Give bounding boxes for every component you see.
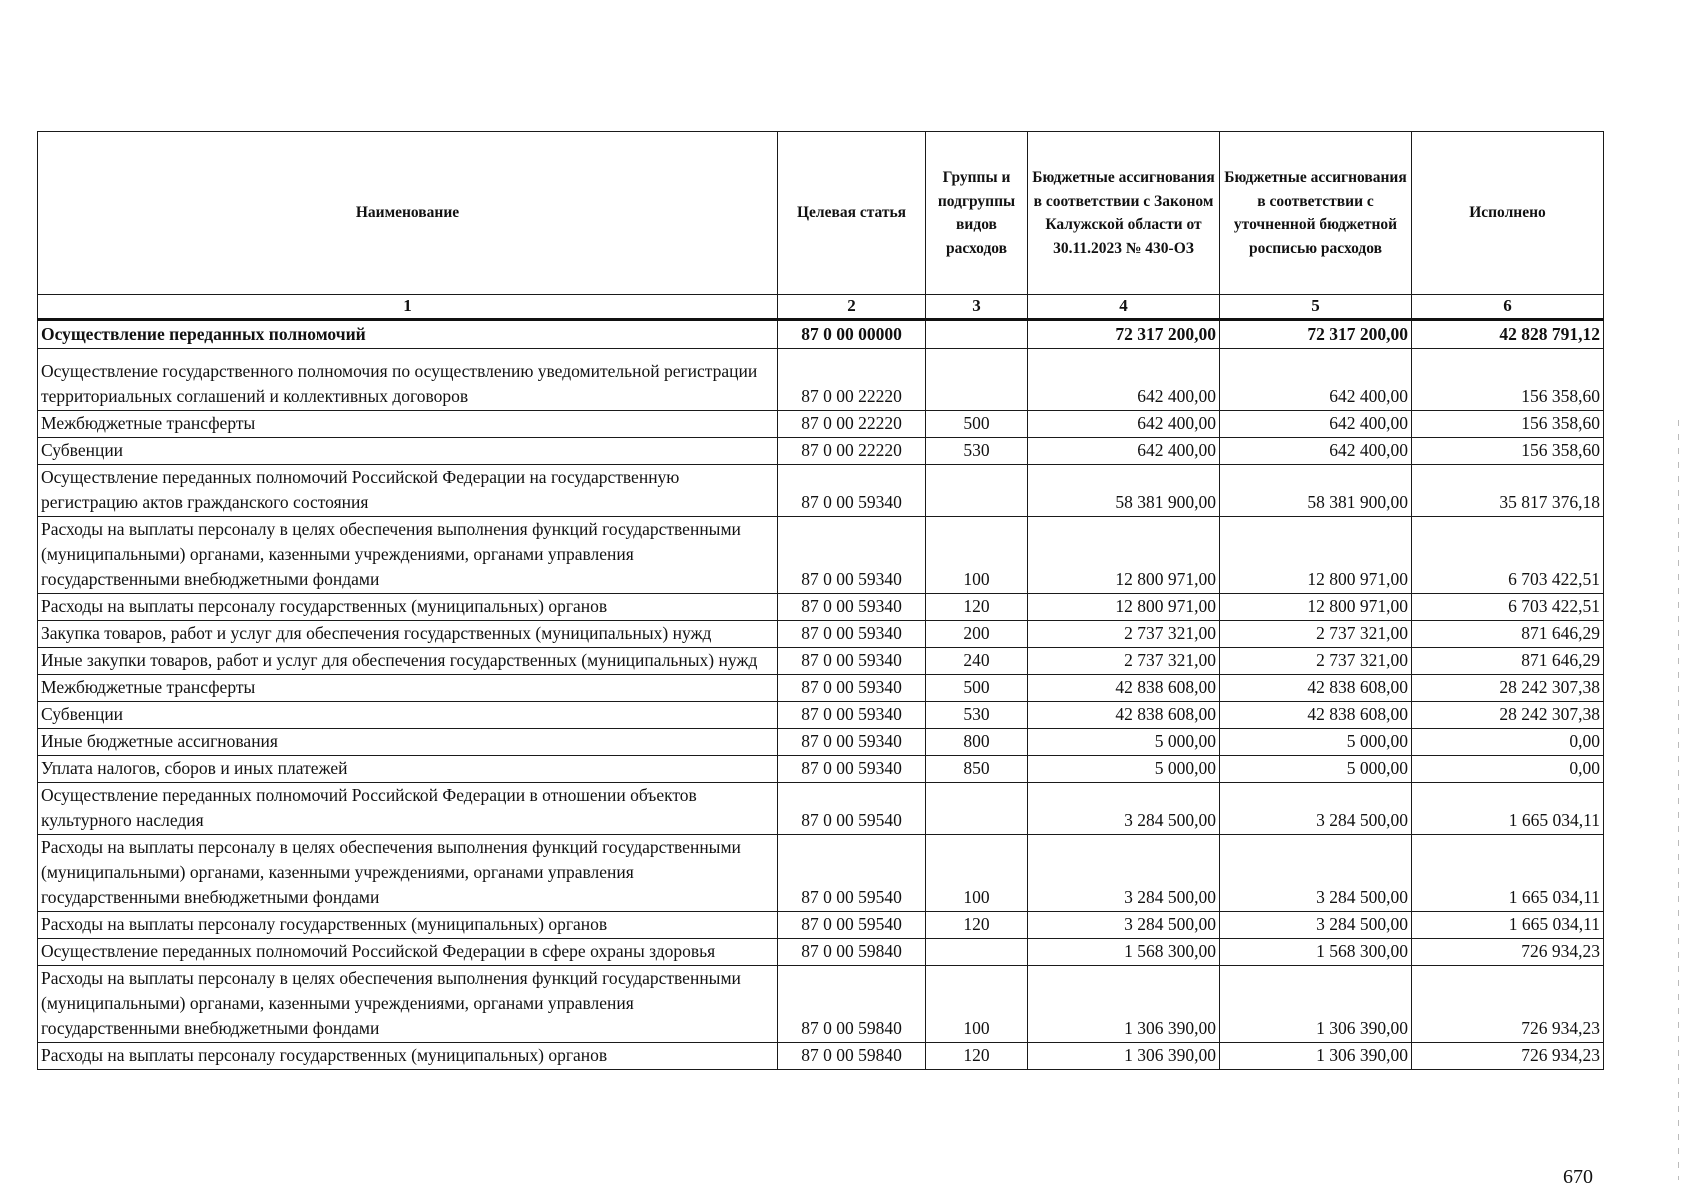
cell-law-allocation: 3 284 500,00 bbox=[1028, 835, 1220, 912]
table-row bbox=[38, 517, 1604, 594]
cell-name: Осуществление переданных полномочий Российской Федерации в сфере охраны здоровья bbox=[38, 939, 778, 966]
cell-revised-allocation: 1 568 300,00 bbox=[1220, 939, 1412, 966]
cell-target-article: 87 0 00 59840 bbox=[778, 939, 926, 966]
header-expense-groups: Группы и подгруппы видов расходов bbox=[926, 132, 1028, 295]
cell-name: Расходы на выплаты персоналу государственных (муниципальных) органов bbox=[38, 912, 778, 939]
cell-law-allocation: 1 568 300,00 bbox=[1028, 939, 1220, 966]
cell-target-article: 87 0 00 59840 bbox=[778, 966, 926, 1043]
cell-target-article: 87 0 00 00000 bbox=[778, 320, 926, 349]
cell-expense-group: 200 bbox=[926, 621, 1028, 648]
cell-expense-group: 120 bbox=[926, 1043, 1028, 1070]
cell-name: Расходы на выплаты персоналу в целях обеспечения выполнения функций государственными (муниципальными) органами, казенными учреждениями, органами управления государственными внебюджетными фондами bbox=[38, 966, 778, 1043]
table-row bbox=[38, 729, 1604, 756]
cell-revised-allocation: 12 800 971,00 bbox=[1220, 517, 1412, 594]
table-row bbox=[38, 756, 1604, 783]
cell-law-allocation: 5 000,00 bbox=[1028, 756, 1220, 783]
cell-revised-allocation: 3 284 500,00 bbox=[1220, 783, 1412, 835]
cell-name: Иные закупки товаров, работ и услуг для обеспечения государственных (муниципальных) нужд bbox=[38, 648, 778, 675]
cell-executed: 156 358,60 bbox=[1412, 411, 1604, 438]
column-number: 4 bbox=[1028, 295, 1220, 320]
cell-executed: 28 242 307,38 bbox=[1412, 675, 1604, 702]
cell-target-article: 87 0 00 22220 bbox=[778, 349, 926, 411]
page-number: 670 bbox=[1563, 1166, 1593, 1188]
table-row bbox=[38, 912, 1604, 939]
cell-target-article: 87 0 00 59840 bbox=[778, 1043, 926, 1070]
cell-target-article: 87 0 00 59340 bbox=[778, 517, 926, 594]
table-row bbox=[38, 783, 1604, 835]
table-row bbox=[38, 438, 1604, 465]
cell-executed: 6 703 422,51 bbox=[1412, 594, 1604, 621]
cell-expense-group bbox=[926, 783, 1028, 835]
budget-table bbox=[37, 131, 1604, 1070]
cell-executed: 871 646,29 bbox=[1412, 621, 1604, 648]
cell-expense-group: 240 bbox=[926, 648, 1028, 675]
cell-law-allocation: 12 800 971,00 bbox=[1028, 594, 1220, 621]
cell-executed: 156 358,60 bbox=[1412, 349, 1604, 411]
cell-expense-group: 500 bbox=[926, 675, 1028, 702]
header-target-article: Целевая статья bbox=[778, 132, 926, 295]
cell-target-article: 87 0 00 22220 bbox=[778, 438, 926, 465]
cell-law-allocation: 2 737 321,00 bbox=[1028, 621, 1220, 648]
table-row bbox=[38, 966, 1604, 1043]
column-number: 1 bbox=[38, 295, 778, 320]
cell-executed: 28 242 307,38 bbox=[1412, 702, 1604, 729]
cell-expense-group: 120 bbox=[926, 594, 1028, 621]
cell-revised-allocation: 2 737 321,00 bbox=[1220, 621, 1412, 648]
cell-expense-group bbox=[926, 465, 1028, 517]
cell-name: Осуществление переданных полномочий bbox=[38, 320, 778, 349]
cell-executed: 0,00 bbox=[1412, 729, 1604, 756]
cell-executed: 726 934,23 bbox=[1412, 939, 1604, 966]
cell-expense-group bbox=[926, 349, 1028, 411]
cell-target-article: 87 0 00 59340 bbox=[778, 621, 926, 648]
cell-revised-allocation: 642 400,00 bbox=[1220, 411, 1412, 438]
cell-law-allocation: 5 000,00 bbox=[1028, 729, 1220, 756]
header-law-allocations: Бюджетные ассигнования в соответствии с Законом Калужской области от 30.11.2023 № 430-ОЗ bbox=[1028, 132, 1220, 295]
table-row bbox=[38, 835, 1604, 912]
cell-target-article: 87 0 00 59340 bbox=[778, 648, 926, 675]
cell-expense-group: 530 bbox=[926, 438, 1028, 465]
table-row bbox=[38, 349, 1604, 411]
cell-law-allocation: 42 838 608,00 bbox=[1028, 675, 1220, 702]
table-row bbox=[38, 648, 1604, 675]
cell-law-allocation: 1 306 390,00 bbox=[1028, 1043, 1220, 1070]
cell-expense-group: 530 bbox=[926, 702, 1028, 729]
cell-executed: 156 358,60 bbox=[1412, 438, 1604, 465]
table-row bbox=[38, 939, 1604, 966]
cell-target-article: 87 0 00 59540 bbox=[778, 783, 926, 835]
table-row bbox=[38, 621, 1604, 648]
column-number: 3 bbox=[926, 295, 1028, 320]
column-number: 2 bbox=[778, 295, 926, 320]
cell-executed: 42 828 791,12 bbox=[1412, 320, 1604, 349]
header-executed: Исполнено bbox=[1412, 132, 1604, 295]
cell-law-allocation: 3 284 500,00 bbox=[1028, 783, 1220, 835]
table-row bbox=[38, 465, 1604, 517]
cell-name: Расходы на выплаты персоналу в целях обеспечения выполнения функций государственными (муниципальными) органами, казенными учреждениями, органами управления государственными внебюджетными фондами bbox=[38, 835, 778, 912]
cell-name: Закупка товаров, работ и услуг для обеспечения государственных (муниципальных) нужд bbox=[38, 621, 778, 648]
cell-executed: 1 665 034,11 bbox=[1412, 783, 1604, 835]
column-number: 5 bbox=[1220, 295, 1412, 320]
cell-executed: 871 646,29 bbox=[1412, 648, 1604, 675]
cell-law-allocation: 642 400,00 bbox=[1028, 411, 1220, 438]
table-header bbox=[38, 132, 1604, 320]
cell-target-article: 87 0 00 59340 bbox=[778, 702, 926, 729]
cell-name: Уплата налогов, сборов и иных платежей bbox=[38, 756, 778, 783]
table-row bbox=[38, 594, 1604, 621]
table-row bbox=[38, 1043, 1604, 1070]
cell-name: Расходы на выплаты персоналу в целях обеспечения выполнения функций государственными (муниципальными) органами, казенными учреждениями, органами управления государственными внебюджетными фондами bbox=[38, 517, 778, 594]
cell-target-article: 87 0 00 59340 bbox=[778, 756, 926, 783]
cell-expense-group: 100 bbox=[926, 517, 1028, 594]
cell-target-article: 87 0 00 59340 bbox=[778, 594, 926, 621]
cell-revised-allocation: 58 381 900,00 bbox=[1220, 465, 1412, 517]
table-row bbox=[38, 702, 1604, 729]
cell-target-article: 87 0 00 59340 bbox=[778, 729, 926, 756]
cell-executed: 1 665 034,11 bbox=[1412, 835, 1604, 912]
cell-revised-allocation: 642 400,00 bbox=[1220, 438, 1412, 465]
cell-target-article: 87 0 00 59540 bbox=[778, 835, 926, 912]
cell-revised-allocation: 42 838 608,00 bbox=[1220, 675, 1412, 702]
cell-name: Расходы на выплаты персоналу государственных (муниципальных) органов bbox=[38, 594, 778, 621]
cell-name: Субвенции bbox=[38, 702, 778, 729]
cell-executed: 35 817 376,18 bbox=[1412, 465, 1604, 517]
cell-law-allocation: 12 800 971,00 bbox=[1028, 517, 1220, 594]
cell-expense-group: 850 bbox=[926, 756, 1028, 783]
cell-expense-group: 800 bbox=[926, 729, 1028, 756]
cell-name: Расходы на выплаты персоналу государственных (муниципальных) органов bbox=[38, 1043, 778, 1070]
cell-executed: 0,00 bbox=[1412, 756, 1604, 783]
cell-expense-group bbox=[926, 320, 1028, 349]
cell-law-allocation: 2 737 321,00 bbox=[1028, 648, 1220, 675]
cell-name: Иные бюджетные ассигнования bbox=[38, 729, 778, 756]
cell-revised-allocation: 5 000,00 bbox=[1220, 729, 1412, 756]
table-row bbox=[38, 675, 1604, 702]
cell-executed: 6 703 422,51 bbox=[1412, 517, 1604, 594]
cell-expense-group bbox=[926, 939, 1028, 966]
cell-law-allocation: 642 400,00 bbox=[1028, 349, 1220, 411]
cell-law-allocation: 642 400,00 bbox=[1028, 438, 1220, 465]
cell-executed: 726 934,23 bbox=[1412, 966, 1604, 1043]
cell-expense-group: 100 bbox=[926, 835, 1028, 912]
cell-revised-allocation: 1 306 390,00 bbox=[1220, 1043, 1412, 1070]
cell-revised-allocation: 12 800 971,00 bbox=[1220, 594, 1412, 621]
cell-name: Осуществление государственного полномочия по осуществлению уведомительной регистрации территориальных соглашений и коллективных договоров bbox=[38, 349, 778, 411]
cell-name: Осуществление переданных полномочий Российской Федерации на государственную регистрацию актов гражданского состояния bbox=[38, 465, 778, 517]
cell-revised-allocation: 72 317 200,00 bbox=[1220, 320, 1412, 349]
cell-target-article: 87 0 00 59340 bbox=[778, 465, 926, 517]
cell-expense-group: 100 bbox=[926, 966, 1028, 1043]
cell-name: Осуществление переданных полномочий Российской Федерации в отношении объектов культурного наследия bbox=[38, 783, 778, 835]
cell-target-article: 87 0 00 59340 bbox=[778, 675, 926, 702]
cell-law-allocation: 1 306 390,00 bbox=[1028, 966, 1220, 1043]
cell-law-allocation: 3 284 500,00 bbox=[1028, 912, 1220, 939]
cell-target-article: 87 0 00 59540 bbox=[778, 912, 926, 939]
cell-revised-allocation: 3 284 500,00 bbox=[1220, 912, 1412, 939]
cell-revised-allocation: 642 400,00 bbox=[1220, 349, 1412, 411]
column-number-row bbox=[38, 295, 1604, 320]
cell-revised-allocation: 5 000,00 bbox=[1220, 756, 1412, 783]
cell-target-article: 87 0 00 22220 bbox=[778, 411, 926, 438]
cell-executed: 1 665 034,11 bbox=[1412, 912, 1604, 939]
cell-revised-allocation: 1 306 390,00 bbox=[1220, 966, 1412, 1043]
column-number: 6 bbox=[1412, 295, 1604, 320]
cell-law-allocation: 72 317 200,00 bbox=[1028, 320, 1220, 349]
cell-executed: 726 934,23 bbox=[1412, 1043, 1604, 1070]
cell-expense-group: 500 bbox=[926, 411, 1028, 438]
cell-revised-allocation: 2 737 321,00 bbox=[1220, 648, 1412, 675]
cell-name: Межбюджетные трансферты bbox=[38, 675, 778, 702]
header-name: Наименование bbox=[38, 132, 778, 295]
table-body bbox=[38, 320, 1604, 1070]
scan-edge-artifact bbox=[1678, 420, 1679, 1180]
cell-law-allocation: 58 381 900,00 bbox=[1028, 465, 1220, 517]
cell-law-allocation: 42 838 608,00 bbox=[1028, 702, 1220, 729]
cell-name: Межбюджетные трансферты bbox=[38, 411, 778, 438]
cell-revised-allocation: 42 838 608,00 bbox=[1220, 702, 1412, 729]
table-row bbox=[38, 320, 1604, 349]
cell-name: Субвенции bbox=[38, 438, 778, 465]
header-revised-allocations: Бюджетные ассигнования в соответствии с уточненной бюджетной росписью расходов bbox=[1220, 132, 1412, 295]
cell-expense-group: 120 bbox=[926, 912, 1028, 939]
table-row bbox=[38, 411, 1604, 438]
cell-revised-allocation: 3 284 500,00 bbox=[1220, 835, 1412, 912]
